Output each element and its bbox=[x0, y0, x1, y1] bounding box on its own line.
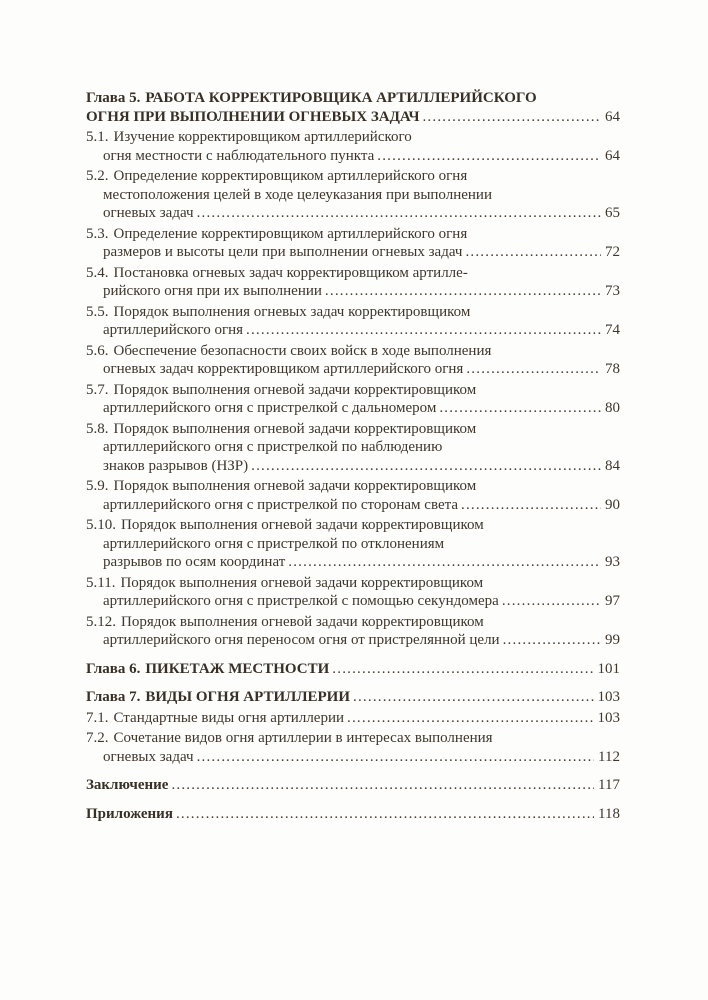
toc-entry-5-2 bbox=[86, 167, 620, 223]
toc-entry-appendices bbox=[86, 805, 620, 824]
toc-line bbox=[86, 457, 620, 476]
toc-entry-text: рийского огня при их выполнении bbox=[103, 283, 322, 299]
dot-leader bbox=[246, 321, 601, 340]
toc-page-number: 97 bbox=[605, 593, 620, 609]
toc-entry-text: ОГНЯ ПРИ ВЫПОЛНЕНИИ ОГНЕВЫХ ЗАДАЧ bbox=[86, 108, 420, 125]
toc-line bbox=[86, 805, 620, 824]
toc-page-number: 72 bbox=[605, 244, 620, 260]
toc-page-number: 84 bbox=[605, 457, 620, 474]
toc-entry-text: Порядок выполнения огневой задачи корректировщиком bbox=[121, 613, 484, 630]
toc-entry-text: артиллерийского огня с пристрелкой по отклонениям bbox=[103, 535, 445, 552]
toc-page-number: 101 bbox=[597, 660, 620, 677]
dot-leader bbox=[325, 282, 601, 301]
toc-entry-text: Порядок выполнения огневой задачи корректировщиком bbox=[121, 517, 484, 533]
toc-entry-text: огня местности с наблюдательного пункта bbox=[103, 147, 375, 164]
toc-entry-number: 5.11. bbox=[86, 574, 116, 591]
toc-entry-text: Сочетание видов огня артиллерии в интересах выполнения bbox=[113, 730, 493, 746]
toc-entry-number: 5.12. bbox=[86, 613, 116, 630]
toc-entry-5-8 bbox=[86, 420, 620, 476]
dot-leader bbox=[439, 399, 601, 418]
toc-page-number: 80 bbox=[605, 400, 620, 416]
toc-entry-number: 7.1. bbox=[86, 709, 109, 726]
toc-entry-chapter-5 bbox=[86, 89, 620, 126]
toc-line bbox=[86, 592, 620, 611]
dot-leader bbox=[422, 108, 601, 127]
toc-line bbox=[86, 108, 620, 127]
toc-entry-5-1 bbox=[86, 128, 620, 165]
toc-line bbox=[86, 321, 620, 340]
dot-leader bbox=[251, 457, 601, 476]
toc-line bbox=[86, 553, 620, 572]
toc-entry-5-6 bbox=[86, 342, 620, 379]
toc-page-number: 90 bbox=[605, 496, 620, 513]
toc-entry-number: 5.5. bbox=[86, 303, 109, 320]
toc-entry-text: Стандартные виды огня артиллерии bbox=[113, 709, 345, 726]
toc-line bbox=[86, 342, 620, 361]
dot-leader bbox=[197, 748, 594, 767]
dot-leader bbox=[171, 776, 594, 795]
toc-entry-text: Порядок выполнения огневой задачи корректировщиком bbox=[113, 478, 477, 494]
toc-line bbox=[86, 282, 620, 301]
toc-line bbox=[86, 225, 620, 244]
toc-entry-chapter-7 bbox=[86, 688, 620, 707]
toc-page-number: 73 bbox=[605, 283, 620, 299]
toc-line bbox=[86, 660, 620, 679]
toc-entry-number: 5.3. bbox=[86, 225, 109, 242]
toc-entry-text: Постановка огневых задач корректировщиком артилле- bbox=[113, 264, 468, 281]
toc-entry-number: 5.8. bbox=[86, 420, 109, 437]
toc-entry-text: артиллерийского огня с пристрелкой с помощью секундомера bbox=[103, 593, 499, 609]
toc-line bbox=[86, 631, 620, 650]
toc-entry-text: размеров и высоты цели при выполнении огневых задач bbox=[103, 244, 463, 260]
toc-entry-7-1 bbox=[86, 709, 620, 728]
toc-page-number: 103 bbox=[597, 709, 620, 726]
toc-entry-number: 5.9. bbox=[86, 478, 109, 494]
toc-entry-chapter-6 bbox=[86, 660, 620, 679]
toc-line bbox=[86, 243, 620, 262]
toc-line bbox=[86, 303, 620, 322]
toc-page-number: 64 bbox=[605, 108, 620, 125]
toc-line bbox=[86, 748, 620, 767]
toc-line bbox=[86, 204, 620, 223]
dot-leader bbox=[465, 243, 601, 262]
toc-entry-5-5 bbox=[86, 303, 620, 340]
toc-entry-conclusion bbox=[86, 776, 620, 795]
toc-line bbox=[86, 438, 620, 457]
dot-leader bbox=[176, 805, 594, 824]
toc-entry-text: Изучение корректировщиком артиллерийского bbox=[113, 129, 412, 145]
toc-line bbox=[86, 688, 620, 707]
toc-entry-text: огневых задач bbox=[103, 748, 194, 765]
dot-leader bbox=[503, 631, 601, 650]
toc-entry-text: огневых задач bbox=[103, 205, 194, 221]
toc-entry-number: 5.7. bbox=[86, 381, 109, 398]
toc-entry-number: 7.2. bbox=[86, 730, 109, 746]
toc-entry-number: 5.1. bbox=[86, 129, 109, 145]
toc-entry-text: артиллерийского огня bbox=[103, 322, 244, 338]
toc-entry-5-3 bbox=[86, 225, 620, 262]
toc-entry-number: 5.6. bbox=[86, 342, 109, 359]
toc-entry-number: Глава 5. bbox=[86, 90, 141, 106]
toc-entry-text: артиллерийского огня с пристрелкой с дальномером bbox=[103, 400, 437, 416]
toc-entry-5-4 bbox=[86, 264, 620, 301]
toc-line bbox=[86, 264, 620, 283]
toc-entry-text: Приложения bbox=[86, 805, 173, 822]
toc-entry-text: Определение корректировщиком артиллерийского огня bbox=[113, 225, 468, 242]
toc-line bbox=[86, 776, 620, 795]
toc-entry-number: 5.4. bbox=[86, 264, 109, 281]
toc-entry-text: Заключение bbox=[86, 777, 169, 793]
toc-line bbox=[86, 186, 620, 205]
toc-entry-text: артиллерийского огня с пристрелкой по сторонам света bbox=[103, 496, 458, 513]
toc-page-number: 103 bbox=[597, 689, 620, 705]
toc-entry-text: разрывов по осям координат bbox=[103, 554, 286, 570]
toc-line bbox=[86, 360, 620, 379]
toc-line bbox=[86, 535, 620, 554]
dot-leader bbox=[288, 553, 601, 572]
toc-page-number: 99 bbox=[605, 632, 620, 648]
toc-entry-text: ВИДЫ ОГНЯ АРТИЛЛЕРИИ bbox=[145, 689, 351, 705]
toc-entry-text: местоположения целей в ходе целеуказания при выполнении bbox=[103, 186, 492, 203]
toc-page-number: 64 bbox=[605, 147, 620, 164]
toc-line bbox=[86, 613, 620, 632]
toc-entry-text: знаков разрывов (НЗР) bbox=[103, 457, 249, 474]
dot-leader bbox=[332, 660, 593, 679]
toc-page-number: 65 bbox=[605, 205, 620, 221]
dot-leader bbox=[347, 709, 593, 728]
toc-line bbox=[86, 477, 620, 496]
dot-leader bbox=[377, 147, 601, 166]
toc-page-number: 93 bbox=[605, 554, 620, 570]
toc-line bbox=[86, 381, 620, 400]
toc-entry-5-11 bbox=[86, 574, 620, 611]
table-of-contents bbox=[86, 89, 620, 825]
toc-entry-text: ПИКЕТАЖ МЕСТНОСТИ bbox=[145, 660, 330, 677]
toc-entry-text: Порядок выполнения огневой задачи корректировщиком bbox=[120, 574, 484, 591]
toc-line bbox=[86, 729, 620, 748]
toc-entry-number: Глава 7. bbox=[86, 689, 141, 705]
toc-line bbox=[86, 574, 620, 593]
toc-entry-number: Глава 6. bbox=[86, 660, 141, 677]
toc-line bbox=[86, 128, 620, 147]
dot-leader bbox=[502, 592, 601, 611]
toc-line bbox=[86, 167, 620, 186]
dot-leader bbox=[461, 496, 601, 515]
toc-page-number: 118 bbox=[598, 805, 620, 822]
toc-entry-5-9 bbox=[86, 477, 620, 514]
toc-entry-text: Порядок выполнения огневых задач корректировщиком bbox=[113, 303, 471, 320]
toc-entry-text: Порядок выполнения огневой задачи корректировщиком bbox=[113, 420, 477, 437]
toc-line bbox=[86, 147, 620, 166]
dot-leader bbox=[353, 688, 593, 707]
toc-page-number: 117 bbox=[598, 777, 620, 793]
toc-entry-text: Определение корректировщиком артиллерийского огня bbox=[113, 168, 468, 184]
toc-entry-text: артиллерийского огня переносом огня от пристрелянной цели bbox=[103, 632, 500, 648]
toc-entry-5-7 bbox=[86, 381, 620, 418]
toc-entry-5-12 bbox=[86, 613, 620, 650]
toc-entry-number: 5.10. bbox=[86, 517, 116, 533]
toc-line bbox=[86, 709, 620, 728]
toc-entry-text: РАБОТА КОРРЕКТИРОВЩИКА АРТИЛЛЕРИЙСКОГО bbox=[145, 90, 537, 106]
toc-line bbox=[86, 89, 620, 108]
toc-page-number: 78 bbox=[605, 361, 620, 377]
toc-entry-text: Порядок выполнения огневой задачи корректировщиком bbox=[113, 381, 477, 398]
toc-line bbox=[86, 420, 620, 439]
toc-entry-text: огневых задач корректировщиком артиллерийского огня bbox=[103, 361, 464, 377]
toc-line bbox=[86, 399, 620, 418]
dot-leader bbox=[197, 204, 601, 223]
toc-page-number: 112 bbox=[598, 748, 620, 765]
toc-entry-text: Обеспечение безопасности своих войск в ходе выполнения bbox=[113, 342, 492, 359]
toc-entry-text: артиллерийского огня с пристрелкой по наблюдению bbox=[103, 439, 443, 455]
toc-page-number: 74 bbox=[605, 322, 620, 338]
toc-entry-5-10 bbox=[86, 516, 620, 572]
toc-entry-number: 5.2. bbox=[86, 168, 109, 184]
dot-leader bbox=[466, 360, 601, 379]
toc-entry-7-2 bbox=[86, 729, 620, 766]
toc-line bbox=[86, 496, 620, 515]
toc-line bbox=[86, 516, 620, 535]
